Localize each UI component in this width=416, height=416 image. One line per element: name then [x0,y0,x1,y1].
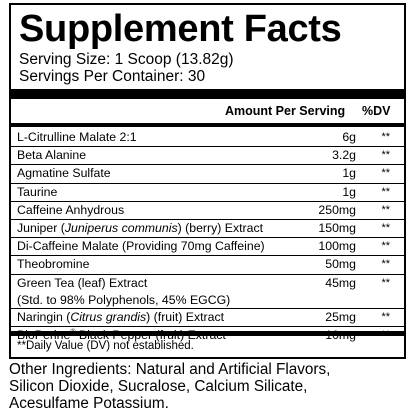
header-divider [11,123,404,127]
ingredient-amount: 50mg [325,257,356,272]
ingredient-row [11,202,404,220]
daily-value-header: %DV [362,104,391,118]
ingredient-name-line2: (Std. to 98% Polyphenols, 45% EGCG) [17,292,231,307]
ingredient-name [17,275,230,309]
ingredient-name [17,309,224,326]
ingredient-row [11,129,404,147]
ingredient-row [11,220,404,238]
ingredient-name: Agmatine Sulfate [17,166,111,181]
other-ingredients-line: Other Ingredients: Natural and Artificial Flavors, [9,361,331,378]
ingredient-amount: 45mg [325,275,356,290]
ingredient-row [11,147,404,165]
ingredient-name-part: Naringin ( [17,309,71,324]
ingredient-dv: ** [381,240,390,253]
ingredient-row [11,256,404,274]
ingredient-name: Caffeine Anhydrous [17,202,125,217]
servings-per-container: Servings Per Container: 30 [19,68,206,85]
ingredient-amount: 1g [342,184,356,199]
ingredient-amount: 1g [342,166,356,181]
ingredient-row [11,238,404,256]
ingredient-name: Di-Caffeine Malate (Providing 70mg Caffeine) [17,239,265,254]
ingredient-amount: 25mg [325,309,356,324]
ingredient-dv: ** [381,149,390,162]
ingredient-amount: 250mg [318,202,356,217]
ingredient-name-part: ) (fruit) Extract [146,309,225,324]
panel-title: Supplement Facts [19,8,342,50]
ingredient-row [11,309,404,327]
ingredient-table [11,129,404,344]
ingredient-dv: ** [381,185,390,198]
ingredient-dv: ** [381,221,390,234]
ingredient-name-part: Juniper ( [17,220,65,235]
ingredient-amount: 6g [342,130,356,144]
ingredient-row [11,184,404,202]
ingredient-amount: 100mg [318,239,356,254]
bottom-divider [11,331,404,336]
ingredient-name: L-Citrulline Malate 2:1 [17,130,137,144]
ingredient-amount: 150mg [318,220,356,235]
ingredient-latin-name: Juniperus communis [64,220,178,235]
supplement-facts-panel [9,3,406,359]
amount-per-serving-header: Amount Per Serving [225,104,346,118]
ingredient-dv: ** [381,258,390,271]
ingredient-dv: ** [381,167,390,180]
ingredient-name: Theobromine [17,257,90,272]
ingredient-dv: ** [381,276,390,289]
thick-divider [11,89,404,99]
ingredient-row [11,165,404,183]
ingredient-dv: ** [381,310,390,323]
ingredient-name: Taurine [17,184,58,199]
ingredient-dv: ** [381,203,390,216]
ingredient-name [17,220,263,237]
serving-size: Serving Size: 1 Scoop (13.82g) [19,51,234,68]
ingredient-name: Beta Alanine [17,148,87,163]
ingredient-amount: 3.2g [332,148,356,163]
other-ingredients-line: Silicon Dioxide, Sucralose, Calcium Silicate, [9,378,308,395]
ingredient-dv: ** [381,131,390,143]
ingredient-row [11,275,404,309]
ingredient-name-part: ) (berry) Extract [177,220,264,235]
ingredient-name-line1: Green Tea (leaf) Extract [17,275,148,290]
daily-value-footnote: **Daily Value (DV) not established. [17,340,194,352]
other-ingredients-line: Acesulfame Potassium. [9,395,169,412]
ingredient-latin-name: Citrus grandis [70,309,147,324]
other-ingredients [9,361,407,412]
